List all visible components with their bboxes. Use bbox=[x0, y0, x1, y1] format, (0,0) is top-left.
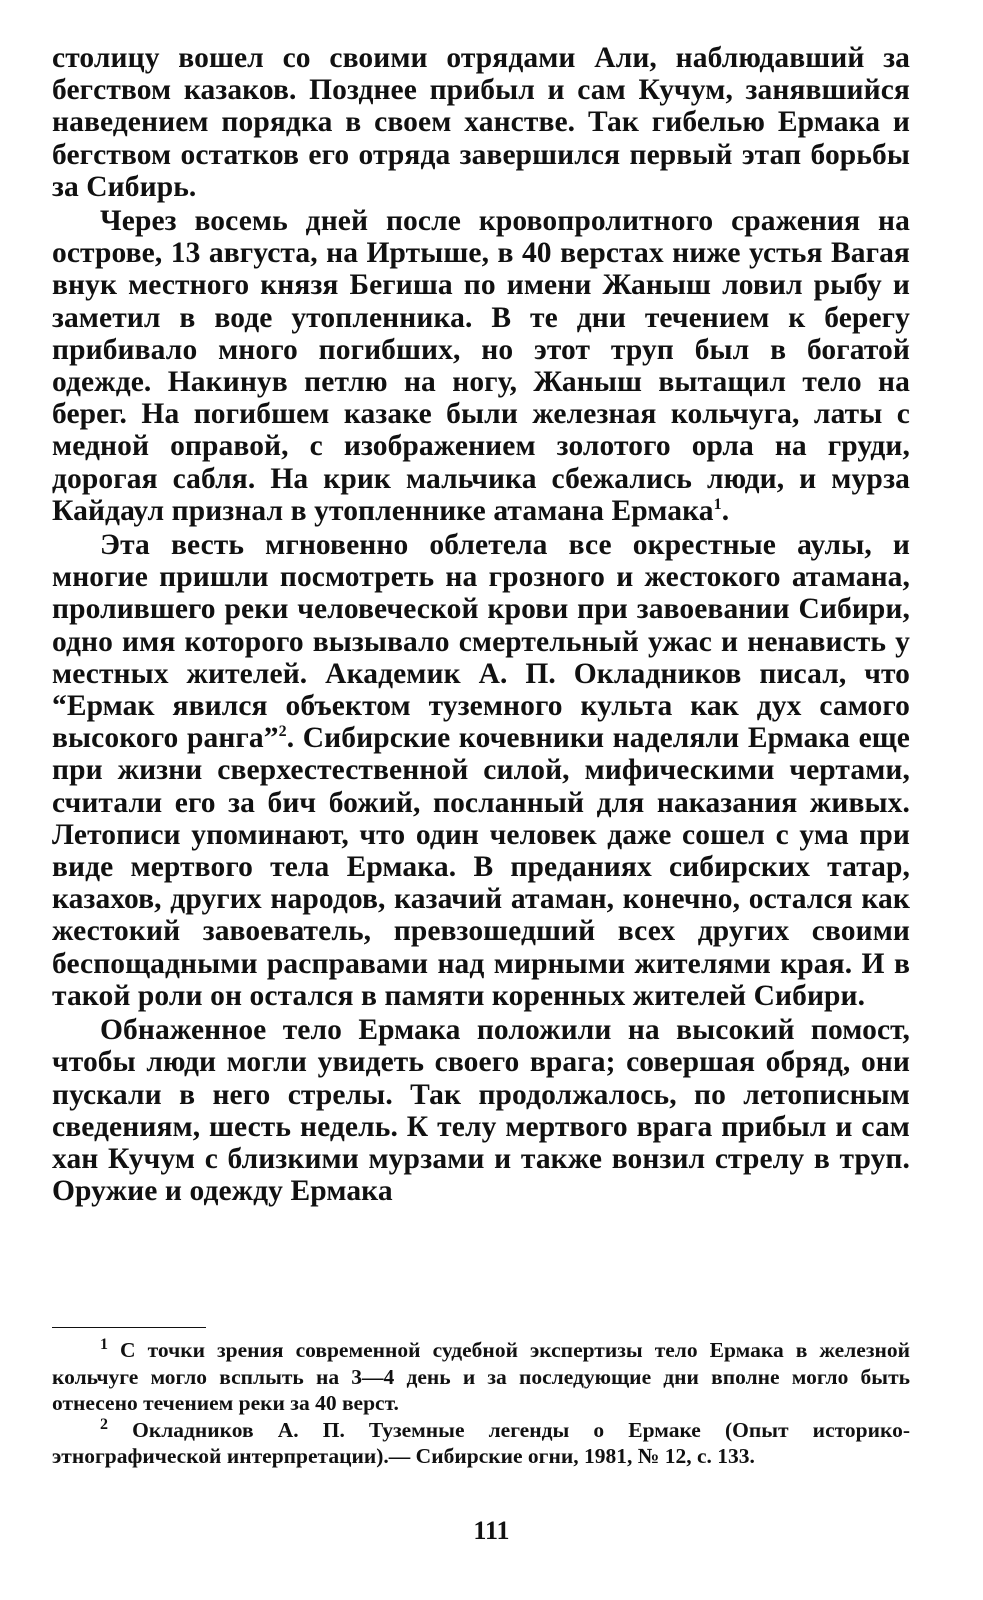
footnotes bbox=[52, 1337, 910, 1470]
page-number: 111 bbox=[473, 1516, 510, 1545]
footnote-2: $^2$ Окладников А. П. Туземные легенды о Ермаке (Опыт историко-этнографической интерпретации).— Сибирские огни, 1981, № 12, с. 133. bbox=[52, 1415, 910, 1468]
paragraph-1: столицу вошел со своими отрядами Али, наблюдавший за бегством казаков. Позднее прибыл и сам Кучум, занявшийся наведением порядка в своем ханстве. Так гибелью Ермака и бегством остатков его отряда завершился первый этап борьбы за Сибирь. bbox=[52, 42, 910, 203]
footnote-ref-2: 2 bbox=[278, 723, 287, 741]
footnote-1: $^1$ С точки зрения современной судебной экспертизы тело Ермака в железной кольчуге могло всплыть на 3—4 день и за последующие дни вполне могло быть отнесено течением реки за 40 верст. bbox=[52, 1335, 910, 1415]
main-text bbox=[52, 42, 910, 1207]
paragraph-4: Обнаженное тело Ермака положили на высокий помост, чтобы люди могли увидеть своего врага; совершая обряд, они пускали в него стрелы. Так продолжалось, по летописным сведениям, шесть недель. К телу мертвого врага прибыл и сам хан Кучум с близкими мурзами и также вонзил стрелу в труп. Оружие и одежду Ермака bbox=[52, 1014, 910, 1208]
footnote-ref-1: 1 bbox=[713, 496, 722, 514]
paragraph-3: Эта весть мгновенно облетела все окрестные аулы, и многие пришли посмотреть на грозного и жестокого атамана, пролившего реки человеческой крови при завоевании Сибири, одно имя которого вызывало смертельный ужас и ненависть у местных жителей. Академик А. П. Окладников писал, что “Ермак явился объектом туземного культа как дух самого высокого ранга”$^2$. Сибирские кочевники наделяли Ермака еще при жизни сверхестественной силой, мифическими чертами, считали его за бич божий, посланный для наказания живых. Летописи упоминают, что один человек даже сошел с ума при виде мертвого тела Ермака. В преданиях сибирских татар, казахов, других народов, казачий атаман, конечно, остался как жестокий завоеватель, превзошедший всех других своими беспощадными расправами над мирными жителями края. И в такой роли он остался в памяти коренных жителей Сибири. bbox=[52, 529, 910, 1012]
paragraph-2: Через восемь дней после кровопролитного сражения на острове, 13 августа, на Иртыше, в 40 верстах ниже устья Вагая внук местного князя Бегиша по имени Жаныш ловил рыбу и заметил в воде утопленника. В те дни течением к берегу прибивало много погибших, но этот труп был в богатой одежде. Накинув петлю на ногу, Жаныш вытащил тело на берег. На погибшем казаке были железная кольчуга, латы с медной оправой, с изображением золотого орла на груди, дорогая сабля. На крик мальчика сбежались люди, и мурза Кайдаул признал в утопленнике атамана Ермака$^1$. bbox=[52, 205, 910, 527]
footnote-divider bbox=[52, 1327, 206, 1328]
